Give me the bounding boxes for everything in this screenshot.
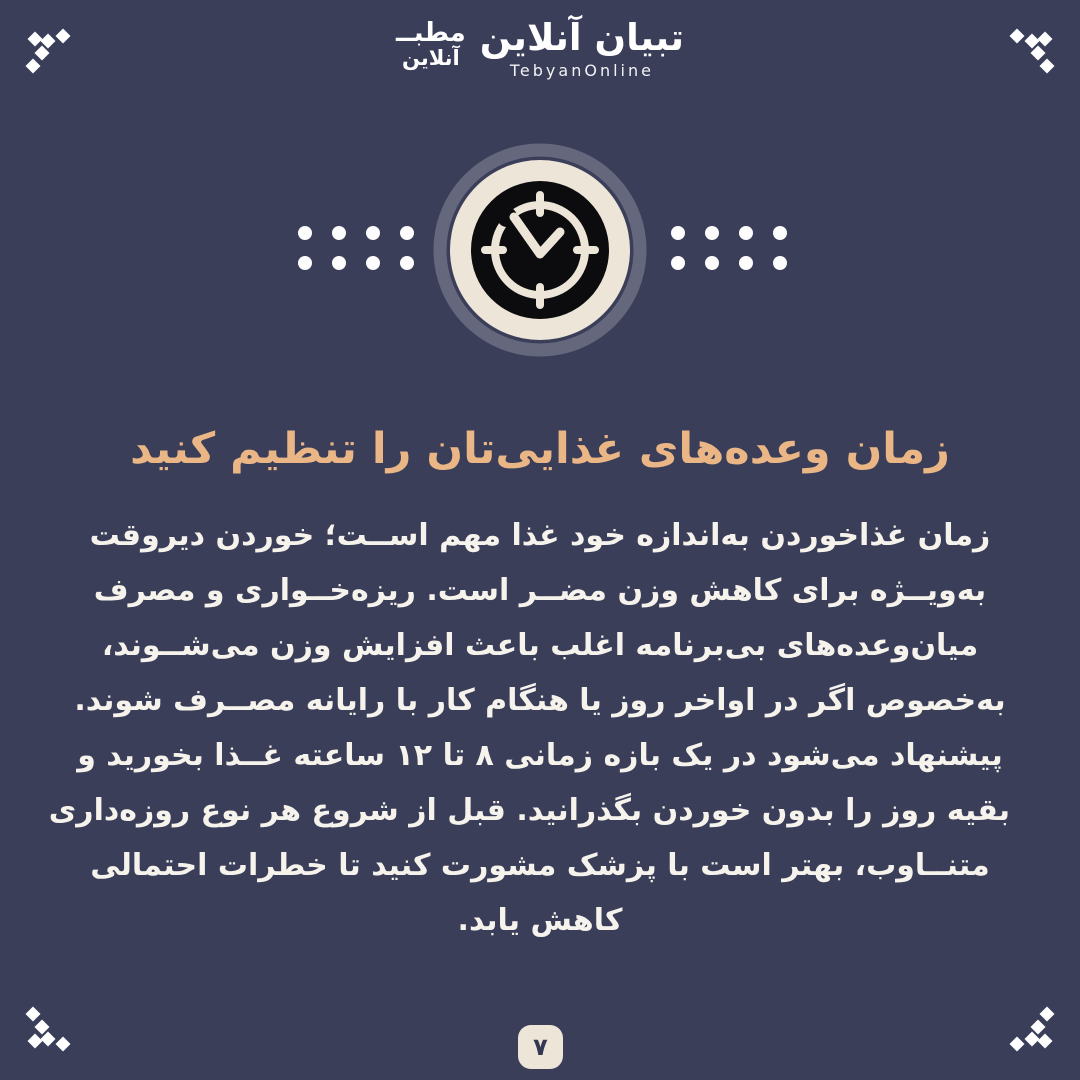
dot — [671, 256, 685, 270]
body-line: میان‌وعده‌های بی‌برنامه اغلب باعث افزایش وزن می‌شــوند، — [101, 628, 979, 663]
dot — [298, 226, 312, 240]
dot — [705, 256, 719, 270]
dot — [400, 256, 414, 270]
dot — [705, 226, 719, 240]
body-line: به‌ویــژه برای کاهش وزن مضــر است. ریزه‌خــواری و مصرف — [93, 573, 987, 608]
page-number-badge: ۷ — [518, 1025, 563, 1069]
brand-header — [0, 18, 1080, 80]
diamond-ornament-bottom-right-icon — [995, 995, 1065, 1065]
diamond-ornament-bottom-left-icon — [15, 995, 85, 1065]
brand-sub-line1: مطبــ — [395, 18, 466, 48]
dot — [332, 226, 346, 240]
brand-name-farsi: تبیان آنلاین — [479, 16, 685, 59]
page-title: زمان وعده‌های غذایی‌تان را تنظیم کنید — [130, 424, 950, 474]
dots-right-decoration — [671, 226, 787, 270]
body-paragraph — [48, 508, 1010, 948]
dot — [739, 226, 753, 240]
brand-submark — [396, 20, 466, 71]
brand-name-english: TebyanOnline — [509, 60, 654, 80]
dot — [366, 226, 380, 240]
body-line: به‌خصوص اگر در اواخر روز یا هنگام کار با رایانه مصــرف شوند. — [74, 683, 1006, 718]
dot — [773, 256, 787, 270]
dots-left-decoration — [298, 226, 414, 270]
brand-wordmark — [480, 18, 684, 80]
dot — [739, 256, 753, 270]
dot — [773, 226, 787, 240]
body-line: کاهش یابد. — [457, 903, 623, 938]
dot — [298, 256, 312, 270]
body-line: پیشنهاد می‌شود در یک بازه زمانی ۸ تا ۱۲ ساعته غــذا بخورید و — [77, 738, 1003, 773]
body-line: بقیه روز را بدون خوردن بگذرانید. قبل از شروع هر نوع روزه‌داری — [48, 793, 1010, 828]
body-line: متنــاوب، بهتر است با پزشک مشورت کنید تا خطرات احتمالی — [90, 848, 990, 883]
dot — [671, 226, 685, 240]
dot — [400, 226, 414, 240]
body-line: زمان غذاخوردن به‌اندازه خود غذا مهم اســت؛ خوردن دیروقت — [89, 518, 991, 553]
brand-sub-line2: آنلاین — [401, 46, 460, 70]
dot — [366, 256, 380, 270]
clock-icon — [430, 140, 650, 360]
dot — [332, 256, 346, 270]
